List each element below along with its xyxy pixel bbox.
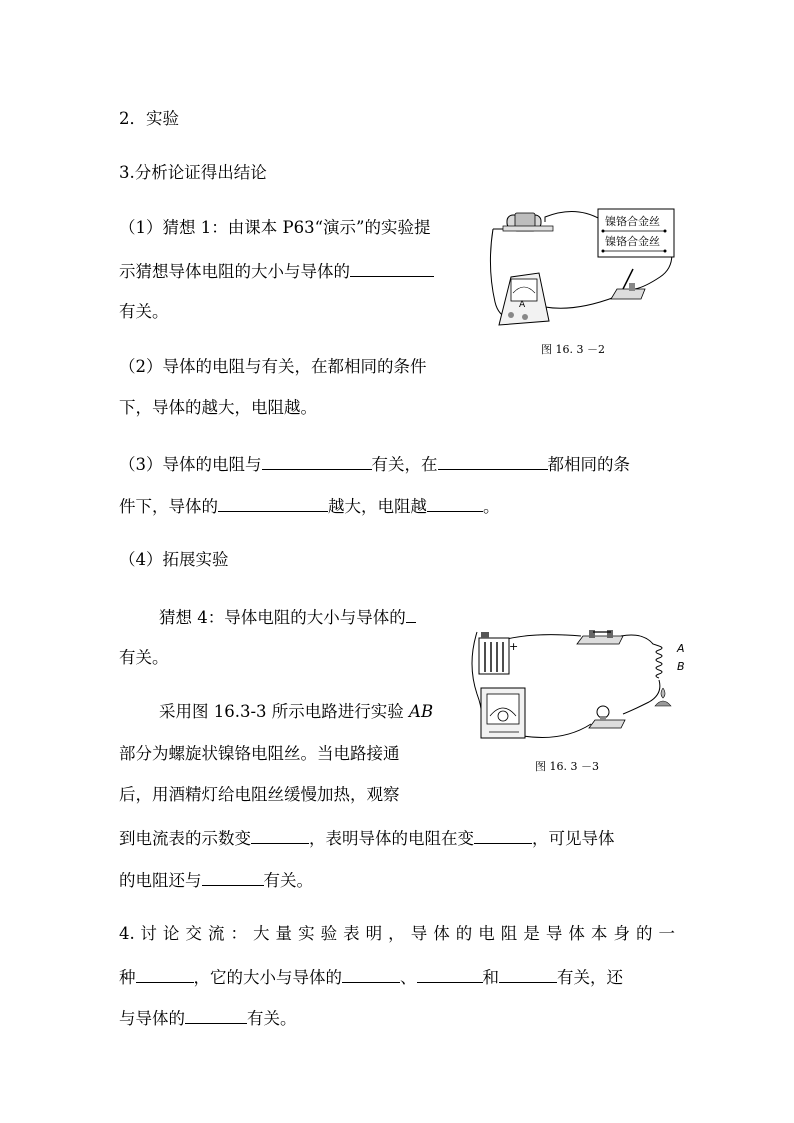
blank-6[interactable] — [406, 605, 416, 623]
para1-line2-text: 示猜想导体电阻的大小与导体的 — [119, 262, 350, 281]
method-line1 — [159, 701, 433, 723]
discussion-line3 — [119, 1006, 297, 1030]
para2-line2: 下，导体的越大，电阻越。 — [119, 398, 317, 417]
blank-10[interactable] — [136, 965, 194, 983]
para3-line2 — [119, 494, 500, 518]
battery-plus: + — [509, 640, 519, 653]
blank-1[interactable] — [350, 259, 434, 277]
lamp-icon — [589, 706, 625, 728]
blank-3[interactable] — [438, 452, 548, 470]
method-line5 — [119, 868, 313, 892]
para3-text-f: 。 — [483, 497, 500, 516]
heading-analysis: 3.分析论证得出结论 — [119, 163, 267, 182]
figure-16-3-2-caption: 图 16. 3 －2 — [541, 343, 605, 356]
para4-title: （4）拓展实验 — [119, 550, 229, 569]
blank-5[interactable] — [427, 494, 483, 512]
discussion-text-2c: 、 — [400, 968, 417, 987]
discussion-text-3a: 与导体的 — [119, 1009, 185, 1028]
ammeter-icon — [481, 688, 525, 738]
blank-12[interactable] — [417, 965, 483, 983]
blank-7[interactable] — [251, 826, 309, 844]
para3-text-d: 件下，导体的 — [119, 497, 218, 516]
discussion-line2 — [119, 965, 623, 989]
circuit-diagram-1 — [485, 207, 677, 335]
para1-line2 — [119, 259, 434, 283]
method-text-5a: 的电阻还与 — [119, 871, 202, 890]
switch-icon — [577, 630, 623, 644]
circuit-diagram-2 — [463, 624, 687, 750]
method-text-4a: 到电流表的示数变 — [119, 829, 251, 848]
blank-9[interactable] — [202, 868, 264, 886]
blank-2[interactable] — [262, 452, 372, 470]
discussion-text-2e: 有关，还 — [557, 968, 623, 987]
blank-11[interactable] — [342, 965, 400, 983]
ammeter-label: A — [519, 300, 526, 310]
para3-text-b: 有关，在 — [371, 455, 438, 474]
method-text-4c: ，可见导体 — [532, 829, 615, 848]
guess4-text: 猜想 4：导体电阻的大小与导体的 — [159, 608, 406, 627]
para1-line3: 有关。 — [119, 302, 169, 321]
discussion-text-2b: ，它的大小与导体的 — [193, 968, 342, 987]
para4-guess — [159, 605, 416, 629]
method-line3: 后，用酒精灯给电阻丝缓慢加热，观察 — [119, 785, 400, 804]
method-line2: 部分为螺旋状镍铬电阻丝。当电路接通 — [119, 744, 400, 763]
figure-16-3-2 — [485, 207, 677, 335]
wire2-label: 镍铬合金丝 — [605, 235, 660, 248]
para1-line1: （1）猜想 1：由课本 P63“演示”的实验提 — [119, 218, 431, 237]
heading-experiment: 2．实验 — [119, 109, 179, 128]
alcohol-lamp-icon — [655, 688, 671, 706]
discussion-text-2d: 和 — [482, 968, 499, 987]
discussion-text-3b: 有关。 — [247, 1009, 297, 1028]
method-text-5b: 有关。 — [263, 871, 313, 890]
para3-text-e: 越大，电阻越 — [328, 497, 427, 516]
discussion-line1: 4. 讨 论 交 流 ： 大 量 实 验 表 明 ， 导 体 的 电 阻 是 导 体 本 身 的 一 — [119, 924, 675, 943]
method-line4 — [119, 826, 615, 850]
para3-line1 — [119, 452, 630, 476]
para3-text-a: （3）导体的电阻与 — [119, 455, 262, 474]
coil-icon — [656, 642, 685, 678]
blank-4[interactable] — [218, 494, 328, 512]
method-text-1: 采用图 16.3-3 所示电路进行实验 — [159, 702, 410, 721]
label-a: A — [677, 642, 685, 655]
figure-16-3-3 — [463, 624, 687, 750]
blank-8[interactable] — [474, 826, 532, 844]
para2-line1: （2）导体的电阻与有关，在都相同的条件 — [119, 357, 427, 376]
para3-text-c: 都相同的条 — [547, 455, 630, 474]
figure-16-3-3-caption: 图 16. 3 －3 — [535, 760, 599, 773]
blank-14[interactable] — [185, 1006, 247, 1024]
switch-icon — [611, 269, 645, 299]
label-b: B — [677, 660, 685, 673]
para4-guess-end: 有关。 — [119, 648, 169, 667]
ammeter-icon — [499, 273, 549, 325]
blank-13[interactable] — [499, 965, 557, 983]
resistance-board — [598, 209, 674, 257]
method-text-4b: ，表明导体的电阻在变 — [309, 829, 474, 848]
wire1-label: 镍铬合金丝 — [605, 215, 660, 228]
method-ab: AB — [409, 702, 434, 721]
discussion-text-2a: 种 — [119, 968, 136, 987]
